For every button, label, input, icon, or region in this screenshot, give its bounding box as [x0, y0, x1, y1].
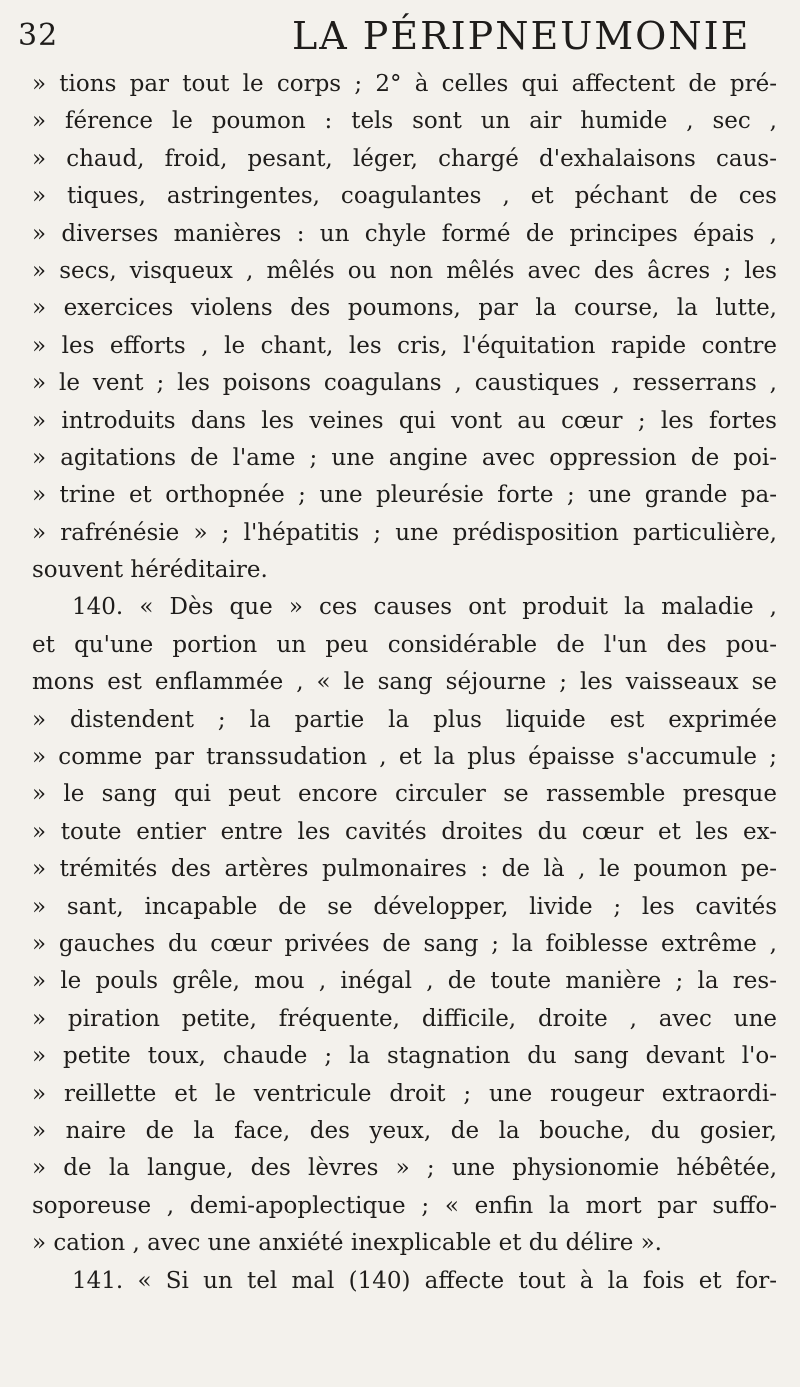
text-line: » de la langue, des lèvres » ; une physionomie hébêtée,: [32, 1155, 777, 1182]
text-line: » le sang qui peut encore circuler se rassemble presque: [32, 781, 777, 808]
text-line: souvent héréditaire.: [32, 557, 268, 584]
text-line: » toute entier entre les cavités droites du cœur et les ex-: [32, 818, 777, 845]
text-line: » férence le poumon : tels sont un air humide , sec ,: [32, 108, 777, 135]
body-text: [32, 66, 777, 1300]
text-line: » gauches du cœur privées de sang ; la foiblesse extrême ,: [32, 930, 777, 957]
text-line: » distendent ; la partie la plus liquide est exprimée: [32, 706, 777, 733]
text-line: » tiques, astringentes, coagulantes , et péchant de ces: [32, 183, 777, 210]
text-line: » secs, visqueux , mêlés ou non mêlés avec des âcres ; les: [32, 257, 777, 284]
text-line: » diverses manières : un chyle formé de principes épais ,: [32, 220, 777, 247]
text-line: » agitations de l'ame ; une angine avec oppression de poi-: [32, 444, 777, 471]
text-line: » exercices violens des poumons, par la course, la lutte,: [32, 295, 777, 322]
text-line: soporeuse , demi-apoplectique ; « enfin la mort par suffo-: [32, 1192, 777, 1219]
text-line: et qu'une portion un peu considérable de l'un des pou-: [32, 631, 777, 658]
running-title: LA PÉRIPNEUMONIE: [292, 14, 751, 58]
text-line: » rafrénésie » ; l'hépatitis ; une prédisposition particulière,: [32, 519, 777, 546]
paragraph-141-start: 141. « Si un tel mal (140) affecte tout à la fois et for-: [72, 1267, 777, 1294]
text-line: » petite toux, chaude ; la stagnation du sang devant l'o-: [32, 1043, 777, 1070]
paragraph-140-start: 140. « Dès que » ces causes ont produit la maladie ,: [72, 594, 777, 621]
page-number: 32: [18, 18, 59, 53]
text-line: » cation , avec une anxiété inexplicable et du délire ».: [32, 1230, 662, 1257]
text-line: » trine et orthopnée ; une pleurésie forte ; une grande pa-: [32, 482, 777, 509]
text-line: » reillette et le ventricule droit ; une rougeur extraordi-: [32, 1080, 777, 1107]
text-line: » sant, incapable de se développer, livide ; les cavités: [32, 893, 777, 920]
text-line: » naire de la face, des yeux, de la bouche, du gosier,: [32, 1117, 777, 1144]
text-line: » le vent ; les poisons coagulans , caustiques , resserrans ,: [32, 370, 777, 397]
text-line: » comme par transsudation , et la plus épaisse s'accumule ;: [32, 744, 777, 771]
text-line: » chaud, froid, pesant, léger, chargé d'exhalaisons caus-: [32, 145, 777, 172]
page-header: [18, 10, 778, 70]
text-line: » introduits dans les veines qui vont au cœur ; les fortes: [32, 407, 777, 434]
text-line: » tions par tout le corps ; 2° à celles qui affectent de pré-: [32, 71, 777, 97]
text-line: » le pouls grêle, mou , inégal , de toute manière ; la res-: [32, 968, 777, 995]
text-line: mons est enflammée , « le sang séjourne ; les vaisseaux se: [32, 669, 777, 696]
text-line: » trémités des artères pulmonaires : de là , le poumon pe-: [32, 856, 777, 883]
text-line: » les efforts , le chant, les cris, l'équitation rapide contre: [32, 332, 777, 359]
text-line: » piration petite, fréquente, difficile, droite , avec une: [32, 1005, 777, 1032]
